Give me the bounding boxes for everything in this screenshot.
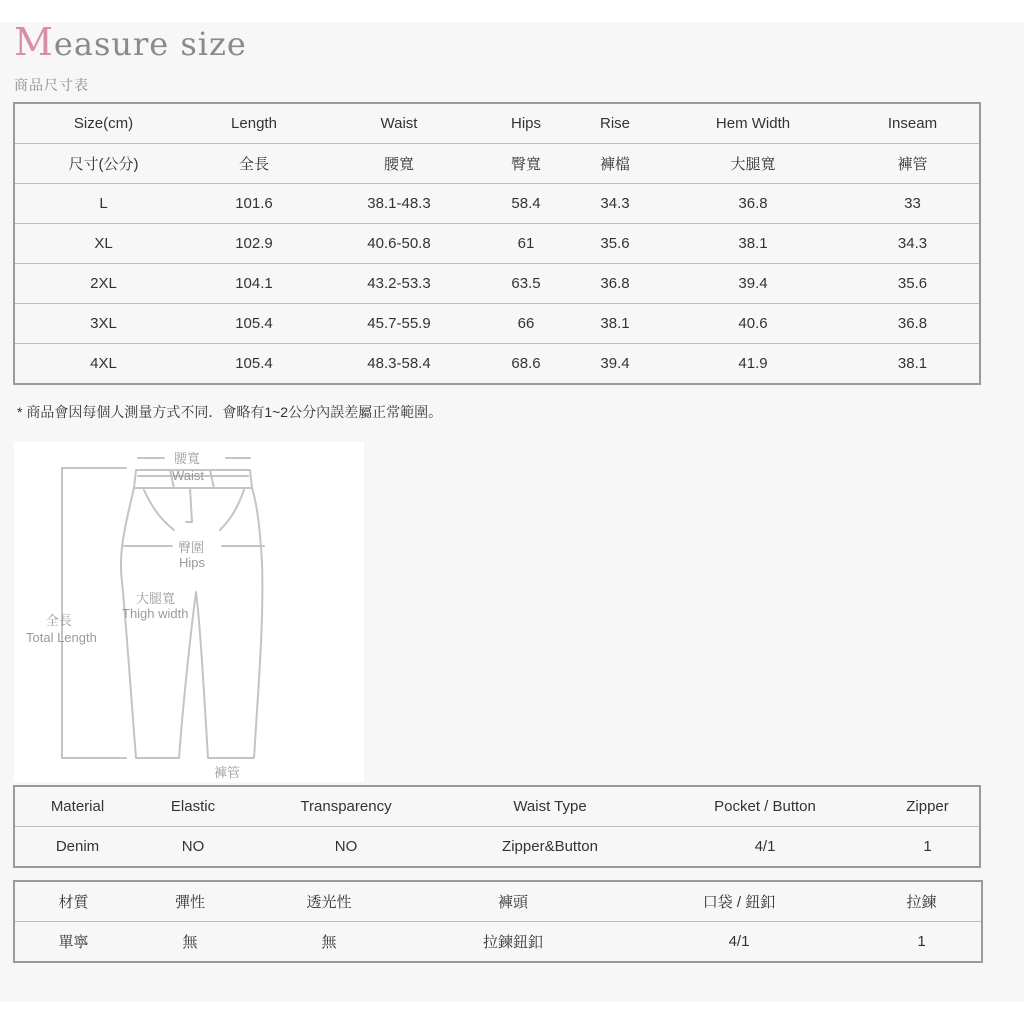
table-cell: 34.3	[570, 184, 660, 224]
size-header-zh-row	[14, 144, 980, 184]
col-header-hips: Hips	[510, 115, 541, 132]
table-cell: 34.3	[846, 224, 980, 264]
spec-header-cell: 褲頭	[497, 894, 528, 911]
table-cell: 43.2-53.3	[316, 264, 482, 304]
table-cell: NO	[246, 827, 446, 868]
col-header-zh: 臀寬	[482, 144, 570, 184]
spec-header-row	[14, 786, 980, 827]
table-row	[14, 344, 980, 385]
col-header-zh: 大腿寬	[660, 144, 846, 184]
table-cell: 102.9	[192, 224, 316, 264]
spec-header-row	[14, 881, 982, 922]
table-cell: 105.4	[192, 304, 316, 344]
col-header-zh: 腰寬	[316, 144, 482, 184]
diagram-label-thigh-zh: 大腿寬	[136, 591, 176, 606]
col-header-rise: Rise	[599, 115, 630, 132]
table-cell: 4/1	[654, 827, 876, 868]
col-header-waist: Waist	[380, 115, 418, 132]
diagram-label-waist-zh: 腰寬	[174, 451, 201, 466]
spec-header-cell: Transparency	[300, 798, 392, 815]
table-cell: XL	[14, 224, 192, 264]
table-cell: 101.6	[192, 184, 316, 224]
table-cell: 63.5	[482, 264, 570, 304]
spec-table-zh	[13, 880, 983, 963]
title-text: easure size	[53, 25, 247, 63]
table-cell: 1	[876, 827, 980, 868]
diagram-label-waist-en: Waist	[172, 468, 205, 483]
diagram-label-hem-zh: 褲管	[214, 765, 241, 780]
table-cell: 38.1	[570, 304, 660, 344]
table-cell: 68.6	[482, 344, 570, 385]
diagram-label-thigh-en: Thigh width	[122, 606, 189, 621]
col-header-zh: 褲檔	[570, 144, 660, 184]
table-cell: 41.9	[660, 344, 846, 385]
spec-header-cell: 拉鍊	[906, 894, 937, 911]
table-cell: Zipper&Button	[446, 827, 654, 868]
table-cell: 61	[482, 224, 570, 264]
table-cell: 45.7-55.9	[316, 304, 482, 344]
size-header-en-row	[14, 103, 980, 144]
diagram-label-hips-en: Hips	[179, 555, 206, 570]
col-header-size: Size(cm)	[73, 115, 134, 132]
table-row	[14, 264, 980, 304]
table-cell: 35.6	[570, 224, 660, 264]
table-cell: 38.1	[660, 224, 846, 264]
col-header-zh: 尺寸(公分)	[14, 144, 192, 184]
table-cell: 35.6	[846, 264, 980, 304]
table-cell: 104.1	[192, 264, 316, 304]
table-cell: 無	[132, 922, 248, 963]
table-cell: 58.4	[482, 184, 570, 224]
table-cell: 39.4	[570, 344, 660, 385]
table-cell: 36.8	[570, 264, 660, 304]
table-cell: 4XL	[14, 344, 192, 385]
table-row	[14, 827, 980, 868]
table-cell: 40.6	[660, 304, 846, 344]
col-header-zh: 全長	[192, 144, 316, 184]
diagram-label-length-en: Total Length	[26, 630, 97, 645]
spec-header-cell: 透光性	[306, 894, 352, 911]
col-header-hem-width: Hem Width	[715, 115, 791, 132]
size-table	[13, 102, 981, 385]
page-title	[14, 22, 247, 64]
col-header-inseam: Inseam	[887, 115, 938, 132]
page-subtitle: 商品尺寸表	[14, 77, 89, 93]
table-cell: 3XL	[14, 304, 192, 344]
table-cell: 4/1	[616, 922, 862, 963]
diagram-label-hips-zh: 臀圍	[178, 540, 205, 555]
table-cell: 40.6-50.8	[316, 224, 482, 264]
table-cell: Denim	[14, 827, 140, 868]
table-row	[14, 184, 980, 224]
table-cell: 單寧	[14, 922, 132, 963]
table-cell: 38.1-48.3	[316, 184, 482, 224]
spec-header-cell: 口袋 / 鈕釦	[702, 894, 776, 911]
title-initial: M	[14, 20, 54, 64]
spec-header-cell: Pocket / Button	[714, 798, 816, 815]
table-cell: 拉鍊鈕釦	[410, 922, 616, 963]
table-cell: 36.8	[846, 304, 980, 344]
table-cell: 36.8	[660, 184, 846, 224]
col-header-zh: 褲管	[846, 144, 980, 184]
spec-header-cell: Zipper	[906, 798, 949, 815]
spec-header-cell: 彈性	[174, 894, 205, 911]
spec-header-cell: 材質	[58, 894, 89, 911]
table-row	[14, 922, 982, 963]
spec-table-en	[13, 785, 981, 868]
spec-header-cell: Material	[50, 798, 105, 815]
pants-diagram	[14, 442, 364, 782]
table-row	[14, 304, 980, 344]
diagram-label-length-zh: 全長	[46, 613, 73, 628]
table-cell: L	[14, 184, 192, 224]
table-cell: 105.4	[192, 344, 316, 385]
table-cell: 39.4	[660, 264, 846, 304]
spec-header-cell: Waist Type	[513, 798, 587, 815]
table-cell: 38.1	[846, 344, 980, 385]
table-cell: 66	[482, 304, 570, 344]
measurement-note: * 商品會因每個人測量方式不同．會略有1~2公分內誤差屬正常範圍。	[17, 404, 443, 420]
col-header-length: Length	[231, 115, 277, 132]
table-cell: 1	[862, 922, 982, 963]
table-cell: 48.3-58.4	[316, 344, 482, 385]
table-cell: 33	[846, 184, 980, 224]
spec-header-cell: Elastic	[170, 798, 216, 815]
table-cell: 2XL	[14, 264, 192, 304]
table-cell: NO	[140, 827, 246, 868]
table-cell: 無	[248, 922, 410, 963]
table-row	[14, 224, 980, 264]
